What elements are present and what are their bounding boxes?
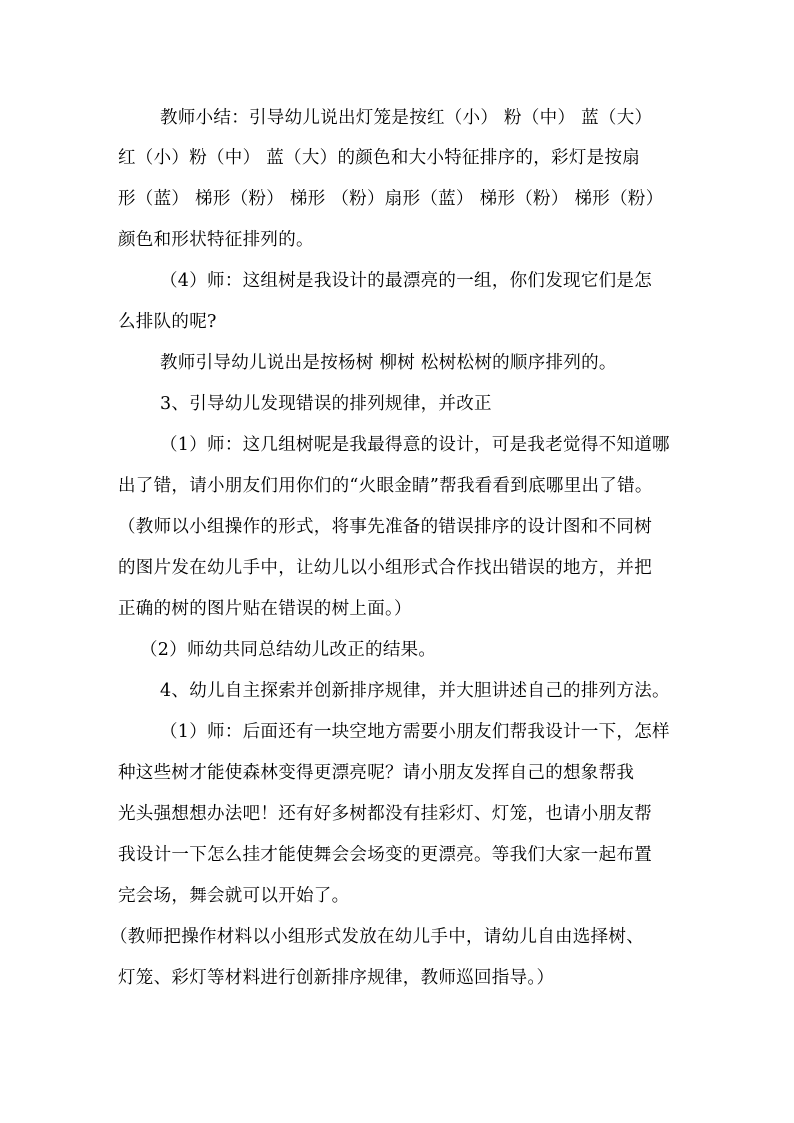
paragraph-line: （1）师：后面还有一块空地方需要小朋友们帮我设计一下，怎样 xyxy=(160,722,670,742)
paragraph-line: （教师把操作材料以小组形式发放在幼儿手中，请幼儿自由选择树、 xyxy=(110,927,644,947)
paragraph-line: 形（蓝） 梯形（粉） 梯形 （粉）扇形（蓝） 梯形（粉） 梯形（粉） xyxy=(118,189,664,209)
paragraph-line: 么排队的呢? xyxy=(118,312,217,332)
paragraph-line: 灯笼、彩灯等材料进行创新排序规律，教师巡回指导。） xyxy=(118,968,555,988)
paragraph-line: 红（小）粉（中） 蓝（大）的颜色和大小特征排序的，彩灯是按扇 xyxy=(118,148,641,168)
paragraph-line: 我设计一下怎么挂才能使舞会会场变的更漂亮。等我们大家一起布置 xyxy=(118,845,652,865)
paragraph-line: 完会场，舞会就可以开始了。 xyxy=(118,886,350,906)
section-heading: 4、幼儿自主探索并创新排序规律，并大胆讲述自己的排列方法。 xyxy=(160,681,670,701)
paragraph-line: 种这些树才能使森林变得更漂亮呢？请小朋友发挥自己的想象帮我 xyxy=(118,763,635,783)
paragraph-line: 教师引导幼儿说出是按杨树 柳树 松树松树的顺序排列的。 xyxy=(160,353,617,373)
paragraph-line: （1）师：这几组树呢是我最得意的设计，可是我老觉得不知道哪 xyxy=(160,435,670,455)
paragraph-line: 的图片发在幼儿手中，让幼儿以小组形式合作找出错误的地方，并把 xyxy=(118,558,652,578)
paragraph-line: 颜色和形状特征排列的。 xyxy=(118,230,314,250)
paragraph-line: 正确的树的图片贴在错误的树上面。） xyxy=(118,599,412,619)
paragraph-line: 光头强想想办法吧！还有好多树都没有挂彩灯、灯笼，也请小朋友帮 xyxy=(118,804,652,824)
section-heading: 3、引导幼儿发现错误的排列规律，并改正 xyxy=(160,394,492,414)
paragraph-line: 出了错，请小朋友们用你们的“火眼金睛”帮我看看到底哪里出了错。 xyxy=(118,476,653,496)
paragraph-line: （教师以小组操作的形式，将事先准备的错误排序的设计图和不同树 xyxy=(118,517,652,537)
paragraph-line: （4）师：这组树是我设计的最漂亮的一组，你们发现它们是怎 xyxy=(160,271,653,291)
paragraph-line: 教师小结：引导幼儿说出灯笼是按红（小） 粉（中） 蓝（大） xyxy=(160,108,653,128)
paragraph-line: （2）师幼共同总结幼儿改正的结果。 xyxy=(140,640,437,660)
